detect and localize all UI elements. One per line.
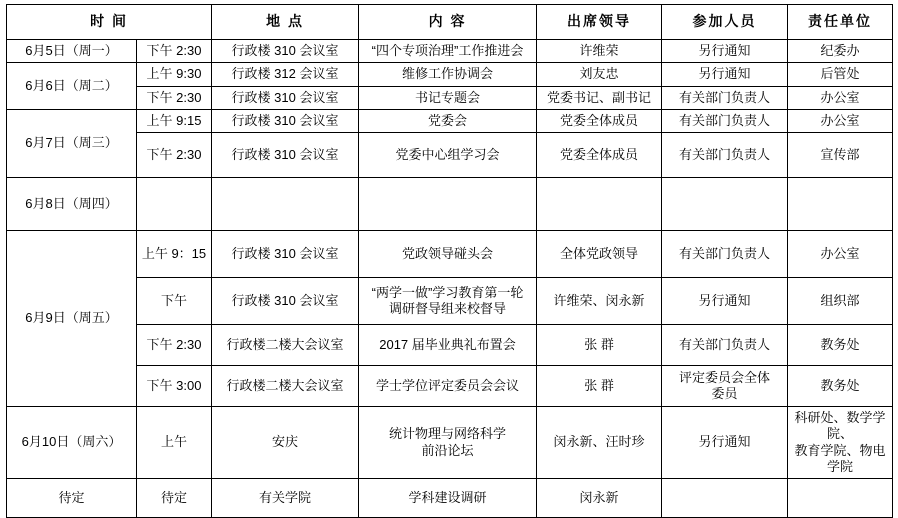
row-participants <box>662 178 788 231</box>
row-unit: 办公室 <box>788 231 893 278</box>
row-unit: 后管处 <box>788 63 893 86</box>
row-unit: 办公室 <box>788 109 893 132</box>
column-header-time: 时 间 <box>7 5 212 40</box>
row-unit <box>788 479 893 518</box>
row-place <box>212 178 359 231</box>
row-participants: 另行通知 <box>662 40 788 63</box>
row-day: 6月9日（周五） <box>7 231 137 407</box>
row-leaders: 张 群 <box>537 325 662 366</box>
row-day: 6月5日（周一） <box>7 40 137 63</box>
row-time: 上午 9：15 <box>137 231 212 278</box>
row-place: 行政楼 310 会议室 <box>212 133 359 178</box>
table-row <box>7 86 893 109</box>
row-leaders: 党委全体成员 <box>537 109 662 132</box>
row-participants <box>662 366 788 407</box>
row-content <box>359 178 537 231</box>
row-time: 下午 2:30 <box>137 133 212 178</box>
row-content: 2017 届毕业典礼布置会 <box>359 325 537 366</box>
row-content: 党委中心组学习会 <box>359 133 537 178</box>
row-content <box>359 407 537 479</box>
row-time: 下午 <box>137 278 212 325</box>
table-row <box>7 366 893 407</box>
table-header-row <box>7 5 893 40</box>
row-unit: 教务处 <box>788 325 893 366</box>
row-day: 6月8日（周四） <box>7 178 137 231</box>
row-leaders: 闵永新、汪时珍 <box>537 407 662 479</box>
row-participants-line: 委员 <box>711 386 738 401</box>
row-participants: 有关部门负责人 <box>662 133 788 178</box>
row-unit: 办公室 <box>788 86 893 109</box>
row-unit: 宣传部 <box>788 133 893 178</box>
row-time: 上午 <box>137 407 212 479</box>
table-row <box>7 231 893 278</box>
row-day: 6月6日（周二） <box>7 63 137 110</box>
row-place: 行政楼 310 会议室 <box>212 40 359 63</box>
row-content: 书记专题会 <box>359 86 537 109</box>
row-time: 下午 3:00 <box>137 366 212 407</box>
row-place: 行政楼二楼大会议室 <box>212 325 359 366</box>
row-time: 下午 2:30 <box>137 40 212 63</box>
row-participants: 有关部门负责人 <box>662 109 788 132</box>
row-leaders: 党委书记、副书记 <box>537 86 662 109</box>
table-row <box>7 479 893 518</box>
row-participants: 另行通知 <box>662 407 788 479</box>
row-time: 上午 9:30 <box>137 63 212 86</box>
row-leaders: 许维荣、闵永新 <box>537 278 662 325</box>
row-day: 6月10日（周六） <box>7 407 137 479</box>
table-row <box>7 407 893 479</box>
row-content: 学科建设调研 <box>359 479 537 518</box>
row-participants: 另行通知 <box>662 63 788 86</box>
row-content-line: 统计物理与网络科学 <box>389 426 507 442</box>
row-time: 待定 <box>137 479 212 518</box>
row-unit-line: 教育学院、物电学院 <box>794 442 886 474</box>
row-place: 行政楼 310 会议室 <box>212 231 359 278</box>
row-participants: 有关部门负责人 <box>662 231 788 278</box>
column-header-place: 地 点 <box>212 5 359 40</box>
table-row <box>7 63 893 86</box>
row-place: 行政楼 310 会议室 <box>212 109 359 132</box>
row-time: 上午 9:15 <box>137 109 212 132</box>
table-row <box>7 278 893 325</box>
row-participants: 另行通知 <box>662 278 788 325</box>
row-content: 学士学位评定委员会会议 <box>359 366 537 407</box>
row-leaders: 闵永新 <box>537 479 662 518</box>
row-leaders: 刘友忠 <box>537 63 662 86</box>
row-content <box>359 278 537 325</box>
table-row <box>7 178 893 231</box>
row-leaders: 许维荣 <box>537 40 662 63</box>
row-time: 下午 2:30 <box>137 86 212 109</box>
column-header-leaders: 出席领导 <box>537 5 662 40</box>
row-unit <box>788 178 893 231</box>
row-unit: 纪委办 <box>788 40 893 63</box>
row-content-line: 前沿论坛 <box>421 442 474 458</box>
row-unit: 组织部 <box>788 278 893 325</box>
table-row <box>7 325 893 366</box>
row-place: 行政楼二楼大会议室 <box>212 366 359 407</box>
column-header-unit: 责任单位 <box>788 5 893 40</box>
table-row <box>7 40 893 63</box>
row-content: 党政领导碰头会 <box>359 231 537 278</box>
row-content-line: “两学一做”学习教育第一轮 <box>371 284 524 300</box>
row-content: 党委会 <box>359 109 537 132</box>
row-place: 行政楼 310 会议室 <box>212 86 359 109</box>
column-header-participants: 参加人员 <box>662 5 788 40</box>
row-day: 待定 <box>7 479 137 518</box>
row-participants <box>662 479 788 518</box>
row-content: 维修工作协调会 <box>359 63 537 86</box>
row-place: 有关学院 <box>212 479 359 518</box>
table-row <box>7 109 893 132</box>
table-row <box>7 133 893 178</box>
row-time: 下午 2:30 <box>137 325 212 366</box>
row-day: 6月7日（周三） <box>7 109 137 177</box>
row-unit: 教务处 <box>788 366 893 407</box>
row-content-line: 调研督导组来校督导 <box>389 301 507 316</box>
row-unit <box>788 407 893 479</box>
row-time <box>137 178 212 231</box>
row-participants-line: 评定委员会全体 <box>679 369 771 385</box>
row-leaders: 党委全体成员 <box>537 133 662 178</box>
column-header-content: 内 容 <box>359 5 537 40</box>
row-leaders <box>537 178 662 231</box>
row-participants: 有关部门负责人 <box>662 86 788 109</box>
row-place: 行政楼 310 会议室 <box>212 278 359 325</box>
row-place: 安庆 <box>212 407 359 479</box>
row-content: “四个专项治理”工作推进会 <box>359 40 537 63</box>
schedule-table <box>6 4 893 518</box>
row-leaders: 张 群 <box>537 366 662 407</box>
row-place: 行政楼 312 会议室 <box>212 63 359 86</box>
row-unit-line: 科研处、数学学院、 <box>794 410 886 442</box>
row-leaders: 全体党政领导 <box>537 231 662 278</box>
row-participants: 有关部门负责人 <box>662 325 788 366</box>
